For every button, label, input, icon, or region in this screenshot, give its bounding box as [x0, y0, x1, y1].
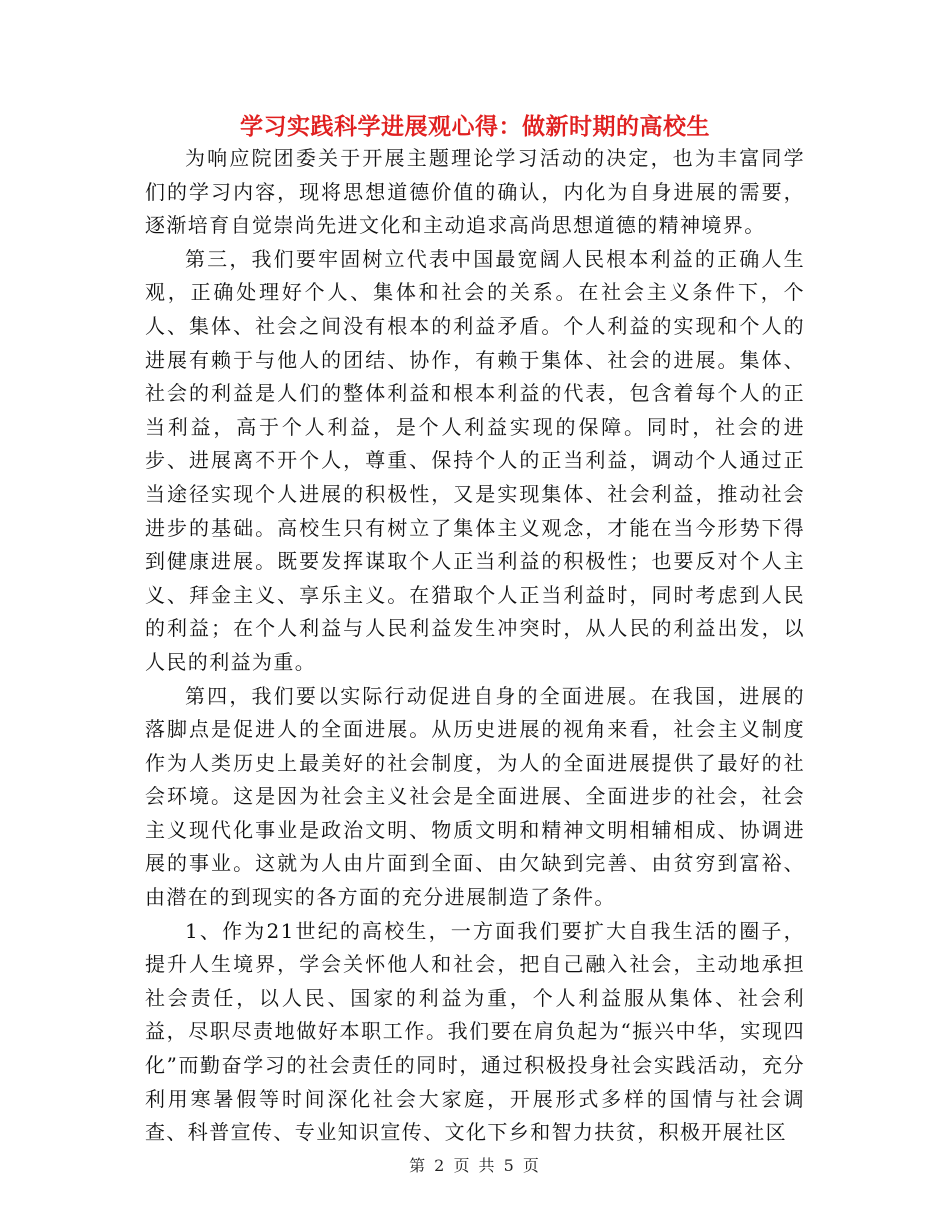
page-number-footer: 第 2 页 共 5 页 — [409, 1156, 541, 1175]
paragraph-point-1: 1、作为21世纪的高校生，一方面我们要扩大自我生活的圈子，提升人生境界，学会关怀他人和社会，把自己融入社会，主动地承担社会责任，以人民、国家的利益为重，个人利益服从集体、社会利益，尽职尽责地做好本职工作。我们要在肩负起为“振兴中华，实现四化”而勤奋学习的社会责任的同时，通过积极投身社会实践活动，充分利用寒暑假等时间深化社会大家庭，开展形式多样的国情与社会调查、科普宣传、专业知识宣传、文化下乡和智力扶贫，积极开展社区 — [145, 918, 805, 1145]
paragraph-third: 第三，我们要牢固树立代表中国最宽阔人民根本利益的正确人生观，正确处理好个人、集体和社会的关系。在社会主义条件下，个人、集体、社会之间没有根本的利益矛盾。个人利益的实现和个人的进展有赖于与他人的团结、协作，有赖于集体、社会的进展。集体、社会的利益是人们的整体利益和根本利益的代表，包含着每个人的正当利益，高于个人利益，是个人利益实现的保障。同时，社会的进步、进展离不开个人，尊重、保持个人的正当利益，调动个人通过正当途径实现个人进展的积极性，又是实现集体、社会利益，推动社会进步的基础。高校生只有树立了集体主义观念，才能在当今形势下得到健康进展。既要发挥谋取个人正当利益的积极性；也要反对个人主义、拜金主义、享乐主义。在猎取个人正当利益时，同时考虑到人民的利益；在个人利益与人民利益发生冲突时，从人民的利益出发，以人民的利益为重。 — [145, 246, 805, 674]
paragraph-intro: 为响应院团委关于开展主题理论学习活动的决定，也为丰富同学们的学习内容，现将思想道德价值的确认，内化为自身进展的需要，逐渐培育自觉崇尚先进文化和主动追求高尚思想道德的精神境界。 — [145, 146, 805, 238]
document-title: 学习实践科学进展观心得：做新时期的高校生 — [240, 113, 710, 140]
document-body — [145, 142, 805, 1150]
paragraph-fourth: 第四，我们要以实际行动促进自身的全面进展。在我国，进展的落脚点是促进人的全面进展。从历史进展的视角来看，社会主义制度作为人类历史上最美好的社会制度，为人的全面进展提供了最好的社会环境。这是因为社会主义社会是全面进展、全面进步的社会，社会主义现代化事业是政治文明、物质文明和精神文明相辅相成、协调进展的事业。这就为人由片面到全面、由欠缺到完善、由贫穷到富裕、由潜在的到现实的各方面的充分进展制造了条件。 — [145, 683, 805, 910]
